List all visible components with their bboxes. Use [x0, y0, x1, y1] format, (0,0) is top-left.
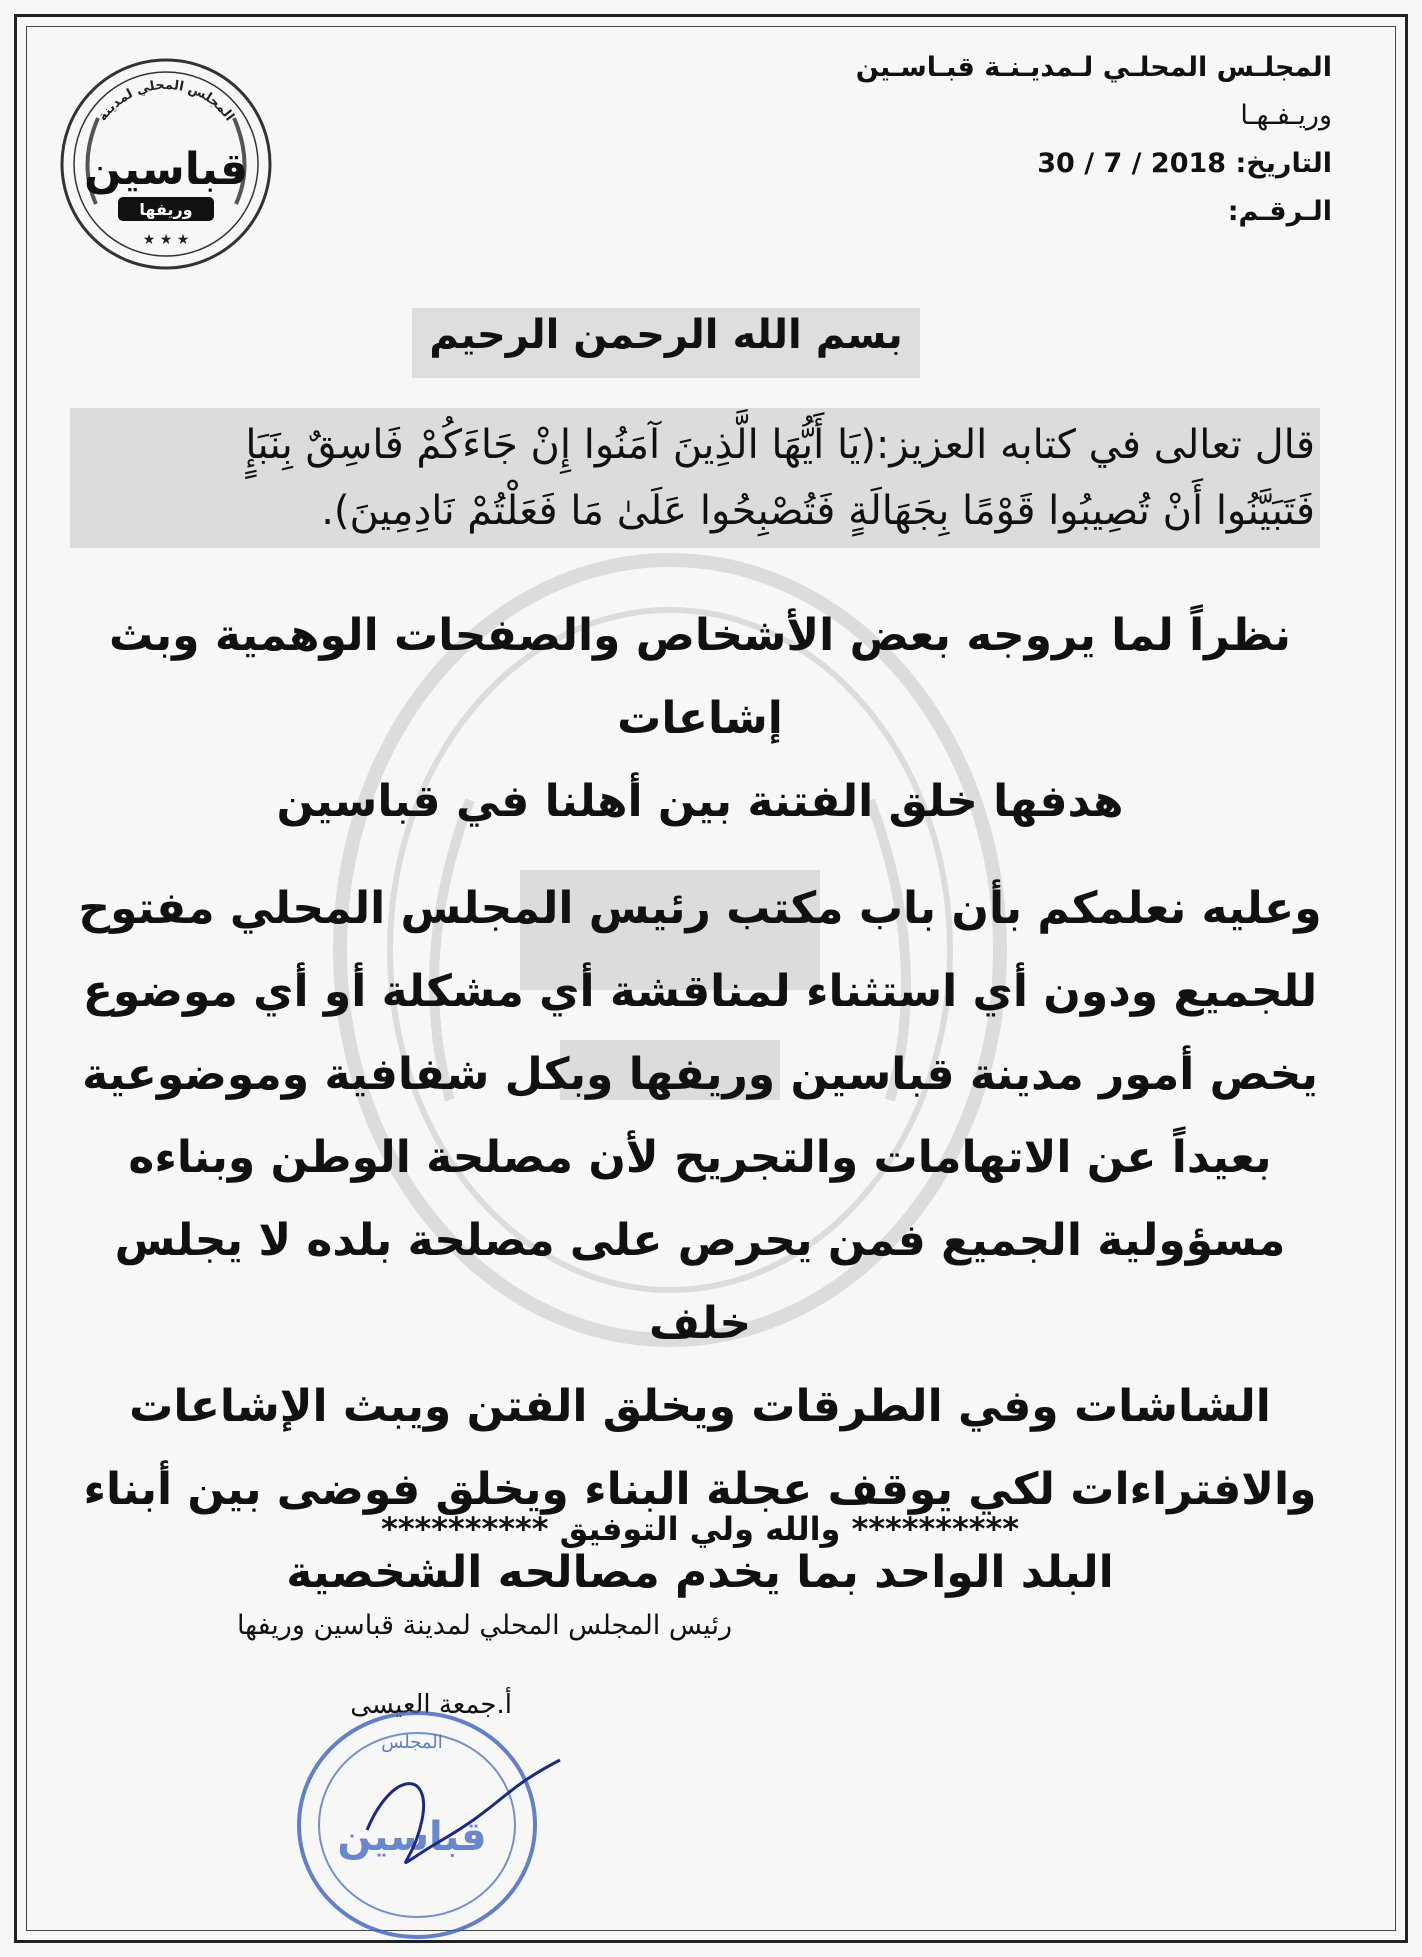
- council-logo: [56, 54, 276, 274]
- body-line: الشاشات وفي الطرقات ويخلق الفتن ويبث الإشاعات: [129, 1381, 1271, 1432]
- logo-sub: وريفها: [139, 200, 193, 219]
- organization-name-line2: وريـفـهـا: [1240, 100, 1332, 131]
- body-line: بعيداً عن الاتهامات والتجريح لأن مصلحة الوطن وبناءه: [128, 1132, 1272, 1183]
- reference-number-label: الـرقـم:: [1227, 196, 1332, 227]
- body-line: نظراً لما يروجه بعض الأشخاص والصفحات الوهمية وبث إشاعات: [109, 610, 1291, 744]
- body-line: للجميع ودون أي استثناء لمناقشة أي مشكلة أو أي موضوع: [82, 966, 1318, 1017]
- date-label: التاريخ:: [1235, 148, 1332, 179]
- signer-name: أ.جمعة العيسى: [350, 1690, 512, 1720]
- signer-title: رئيس المجلس المحلي لمدينة قباسين وريفها: [236, 1610, 732, 1641]
- reference-number-row: [712, 198, 1332, 246]
- verse-line: فَتَبَيَّنُوا أَنْ تُصِيبُوا قَوْمًا بِجَهَالَةٍ فَتُصْبِحُوا عَلَىٰ مَا فَعَلْتُمْ نَادِمِينَ).: [321, 488, 1315, 534]
- stamp-center-text: قباسين: [337, 1814, 487, 1860]
- body-line: هدفها خلق الفتنة بين أهلنا في قباسين: [276, 776, 1124, 827]
- closing-line: ********** والله ولي التوفيق **********: [381, 1510, 1019, 1548]
- bismillah: بسم الله الرحمن الرحيم: [429, 312, 903, 358]
- body-line: يخص أمور مدينة قباسين وريفها وبكل شفافية وموضوعية: [82, 1049, 1318, 1100]
- letter-body: [70, 594, 1330, 1614]
- logo-name: قباسين: [83, 144, 249, 195]
- official-stamp: [272, 1700, 562, 1950]
- paragraph-2: [70, 867, 1330, 1614]
- body-line: والافتراءات لكي يوقف عجلة البناء ويخلق فوضى بين أبناء: [83, 1464, 1317, 1515]
- svg-text:المجلس المحلي لمدينة: [95, 78, 237, 124]
- logo-arc-text: المجلس المحلي لمدينة: [95, 77, 237, 125]
- body-line: مسؤولية الجميع فمن يحرص على مصلحة بلده لا يجلس خلف: [114, 1215, 1286, 1349]
- organization-name: المجلـس المحلـي لـمديـنـة قبـاسـين: [855, 52, 1332, 83]
- verse-line: قال تعالى في كتابه العزيز:(يَا أَيُّهَا الَّذِينَ آمَنُوا إِنْ جَاءَكُمْ فَاسِقٌ بِنَبَإٍ: [245, 422, 1315, 468]
- stamp-top-text: المجلس: [381, 1732, 443, 1753]
- body-line: البلد الواحد بما يخدم مصالحه الشخصية: [286, 1547, 1114, 1598]
- quran-verse: [80, 412, 1315, 544]
- body-line: وعليه نعلمكم بأن باب مكتب رئيس المجلس المحلي مفتوح: [78, 883, 1322, 934]
- paragraph-1: [70, 594, 1330, 843]
- letterhead: [712, 54, 1332, 246]
- logo-stars: ★ ★ ★: [142, 232, 190, 248]
- date-row: [712, 150, 1332, 198]
- date-value: 30 / 7 / 2018: [1037, 148, 1227, 179]
